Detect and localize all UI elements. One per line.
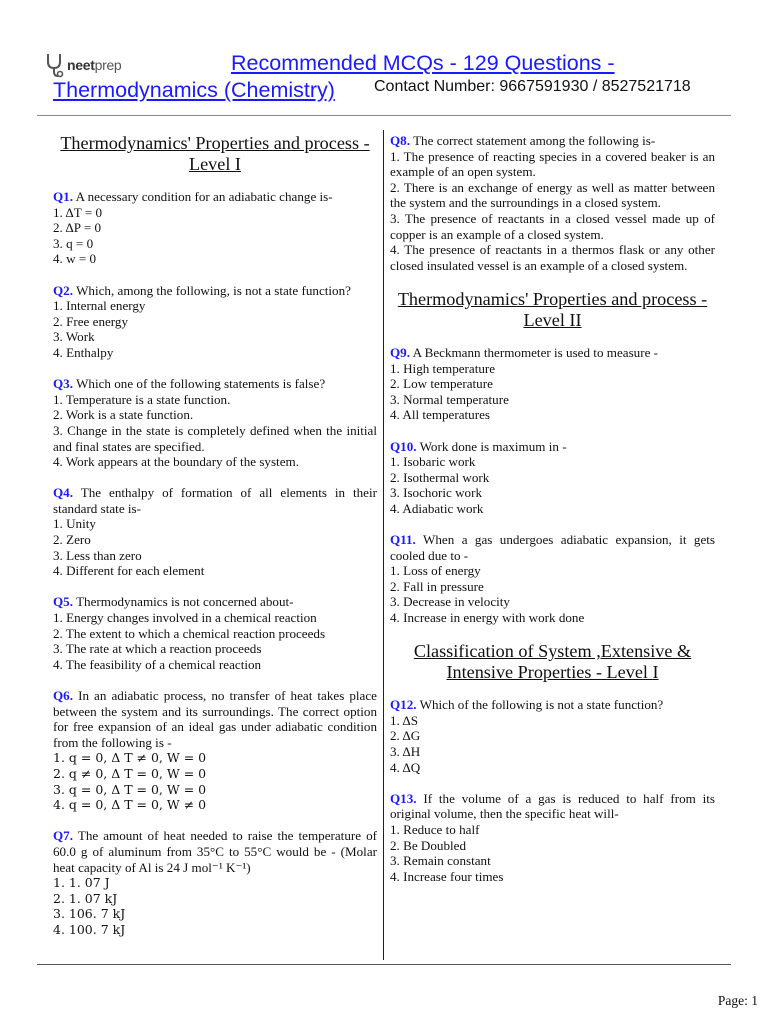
- question-text: Q13. If the volume of a gas is reduced to half from its original volume, then the specific heat will-: [390, 790, 715, 822]
- logo-text: neetprep: [67, 57, 122, 73]
- option: 1. q = 0, Δ T ≠ 0, W = 0: [53, 750, 207, 766]
- question: [390, 697, 715, 775]
- option: 3. q = 0, Δ T = 0, W = 0: [53, 781, 207, 797]
- option: 1. Loss of energy: [390, 563, 481, 579]
- option: 1. Temperature is a state function.: [53, 391, 231, 407]
- neetprep-logo[interactable]: [44, 52, 121, 78]
- option: 3. Change in the state is completely defined when the initial and final states are specified.: [53, 422, 377, 454]
- question: [390, 532, 715, 626]
- option: 4. All temperatures: [390, 407, 490, 423]
- question-text: Q10. Work done is maximum in -: [390, 438, 567, 454]
- option: 1. The presence of reacting species in a covered beaker is an example of an open system.: [390, 148, 715, 180]
- question-text: Q7. The amount of heat needed to raise the temperature of 60.0 g of aluminum from 35°C to 55°C would be - (Molar heat capacity of Al is 24 J mol⁻¹ K⁻¹): [53, 828, 377, 875]
- option: 1. Unity: [53, 516, 96, 532]
- question: [53, 485, 377, 579]
- question: [53, 376, 377, 470]
- option: 2. Zero: [53, 532, 91, 548]
- question-text: Q9. A Beckmann thermometer is used to measure -: [390, 344, 659, 360]
- header-divider: [37, 115, 731, 116]
- question-text: Q5. Thermodynamics is not concerned about-: [53, 594, 294, 610]
- left-column: [53, 133, 377, 953]
- option: 3. Normal temperature: [390, 391, 509, 407]
- question-text: Q4. The enthalpy of formation of all elements in their standard state is-: [53, 485, 377, 516]
- option: 1. Energy changes involved in a chemical reaction: [53, 610, 317, 626]
- column-divider: [383, 130, 384, 960]
- option: 3. q = 0: [53, 235, 94, 251]
- option: 4. 100. 7 kJ: [53, 921, 126, 937]
- question: [390, 345, 715, 423]
- option: 4. Adiabatic work: [390, 500, 484, 516]
- option: 1. Reduce to half: [390, 821, 480, 837]
- header-title-link-line1[interactable]: Recommended MCQs - 129 Questions -: [231, 51, 615, 75]
- option: 3. The rate at which a reaction proceeds: [53, 641, 262, 657]
- question-text: Q6. In an adiabatic process, no transfer of heat takes place between the system and its surroundings. The correct option for free expansion of an ideal gas under adiabatic condition from the following is -: [53, 688, 377, 750]
- right-column: [390, 133, 715, 900]
- option: 2. Isothermal work: [390, 469, 490, 485]
- question: [53, 189, 377, 267]
- option: 4. ΔQ: [390, 759, 421, 775]
- option: 2. The extent to which a chemical reaction proceeds: [53, 625, 326, 641]
- question: [390, 133, 715, 273]
- option: 3. Isochoric work: [390, 485, 482, 501]
- option: 3. Work: [53, 329, 95, 345]
- option: 3. Less than zero: [53, 547, 142, 563]
- option: 4. Increase in energy with work done: [390, 610, 585, 626]
- question: [53, 283, 377, 361]
- page-header: [0, 0, 768, 116]
- question: [53, 594, 377, 672]
- header-title-link-line2[interactable]: Thermodynamics (Chemistry): [53, 78, 335, 102]
- option: 1. ΔS: [390, 712, 419, 728]
- option: 3. 106. 7 kJ: [53, 906, 126, 922]
- question-text: Q3. Which one of the following statements is false?: [53, 376, 326, 392]
- option: 4. w = 0: [53, 251, 97, 267]
- option: 2. Work is a state function.: [53, 407, 194, 423]
- option: 2. Be Doubled: [390, 837, 467, 853]
- question-text: Q2. Which, among the following, is not a state function?: [53, 282, 351, 298]
- option: 4. Increase four times: [390, 868, 504, 884]
- option: 1. ΔT = 0: [53, 204, 103, 220]
- option: 1. High temperature: [390, 360, 496, 376]
- footer-divider: [37, 964, 731, 965]
- question: [390, 439, 715, 517]
- contact-number: Contact Number: 9667591930 / 8527521718: [374, 78, 691, 95]
- option: 4. q = 0, Δ T = 0, W ≠ 0: [53, 797, 207, 813]
- question-text: Q8. The correct statement among the following is-: [390, 133, 656, 148]
- option: 2. ΔP = 0: [53, 220, 102, 236]
- question: [53, 828, 377, 937]
- question: [53, 688, 377, 813]
- option: 3. ΔH: [390, 744, 421, 759]
- question-text: Q12. Which of the following is not a state function?: [390, 697, 664, 713]
- section-title: Classification of System ,Extensive & Intensive Properties - Level I: [413, 641, 692, 683]
- page-number: Page: 1: [717, 993, 758, 1008]
- option: 2. ΔG: [390, 728, 421, 744]
- question-text: Q1. A necessary condition for an adiabatic change is-: [53, 189, 333, 204]
- option: 2. 1. 07 kJ: [53, 890, 118, 906]
- option: 1. Internal energy: [53, 298, 146, 314]
- option: 4. Enthalpy: [53, 344, 114, 360]
- option: 2. Fall in pressure: [390, 578, 484, 594]
- section-title: Thermodynamics' Properties and process - Level II: [397, 288, 708, 330]
- option: 2. q ≠ 0, Δ T = 0, W = 0: [53, 765, 207, 781]
- section-title: Thermodynamics' Properties and process - Level I: [60, 133, 370, 174]
- question-text: Q11. When a gas undergoes adiabatic expansion, it gets cooled due to -: [390, 532, 715, 563]
- option: 4. Work appears at the boundary of the system.: [53, 454, 299, 470]
- option: 2. Low temperature: [390, 376, 493, 392]
- option: 4. The feasibility of a chemical reaction: [53, 656, 262, 672]
- option: 2. There is an exchange of energy as well as matter between the system and the surroundings in a closed system.: [390, 179, 715, 211]
- option: 2. Free energy: [53, 313, 129, 329]
- option: 4. The presence of reactants in a thermos flask or any other closed insulated vessel is an example of a closed system.: [390, 242, 715, 273]
- option: 4. Different for each element: [53, 563, 205, 579]
- option: 1. 1. 07 J: [53, 875, 110, 891]
- option: 3. Remain constant: [390, 853, 491, 869]
- option: 1. Isobaric work: [390, 454, 476, 470]
- option: 3. Decrease in velocity: [390, 594, 510, 610]
- question: [390, 791, 715, 885]
- stethoscope-icon: [44, 52, 66, 78]
- option: 3. The presence of reactants in a closed vessel made up of copper is an example of a closed system.: [390, 210, 715, 242]
